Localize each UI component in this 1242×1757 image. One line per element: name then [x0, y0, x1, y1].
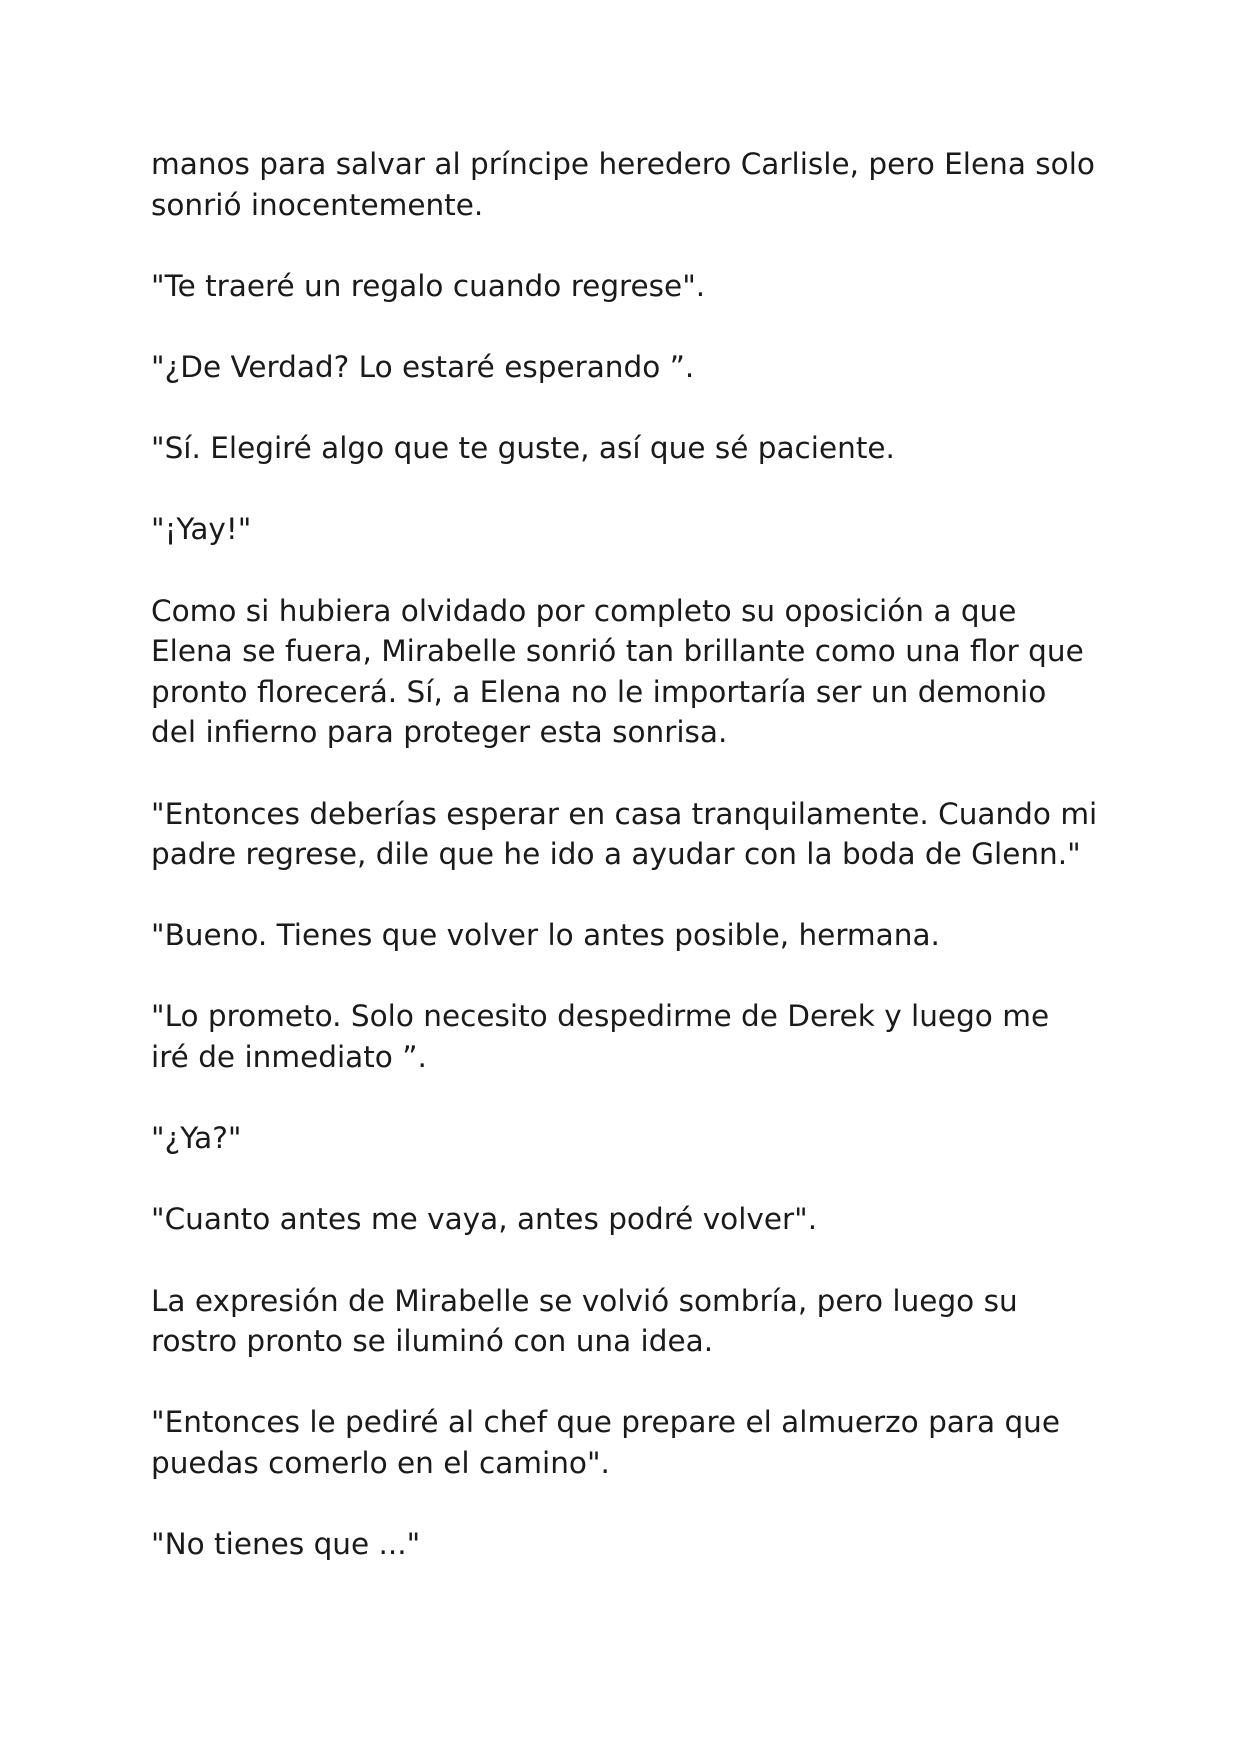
paragraph: manos para salvar al príncipe heredero Carlisle, pero Elena solo sonrió inocentemente.	[151, 147, 1095, 222]
document-body	[151, 144, 1111, 1605]
paragraph: "Bueno. Tienes que volver lo antes posible, hermana.	[151, 918, 940, 953]
paragraph: "Sí. Elegiré algo que te guste, así que sé paciente.	[151, 431, 895, 466]
paragraph: La expresión de Mirabelle se volvió sombría, pero luego su rostro pronto se iluminó con una idea.	[151, 1283, 1018, 1359]
paragraph: "¿De Verdad? Lo estaré esperando ”.	[151, 349, 695, 384]
paragraph: "¿Ya?"	[151, 1121, 242, 1156]
paragraph: Como si hubiera olvidado por completo su oposición a que Elena se fuera, Mirabelle sonrió tan brillante como una flor que pronto florecerá. Sí, a Elena no le importaría ser un demonio del infierno para proteger esta sonrisa.	[151, 593, 1084, 750]
paragraph: "Cuanto antes me vaya, antes podré volver".	[151, 1202, 818, 1237]
paragraph: "Te traeré un regalo cuando regrese".	[151, 268, 706, 303]
paragraph: "Lo prometo. Solo necesito despedirme de Derek y luego me iré de inmediato ”.	[151, 999, 1050, 1075]
paragraph: "No tienes que ..."	[151, 1527, 421, 1562]
paragraph: "Entonces deberías esperar en casa tranquilamente. Cuando mi padre regrese, dile que he ido a ayudar con la boda de Glenn."	[151, 796, 1098, 872]
paragraph: "Entonces le pediré al chef que prepare el almuerzo para que puedas comerlo en el camino".	[151, 1405, 1061, 1480]
paragraph: "¡Yay!"	[151, 512, 252, 547]
